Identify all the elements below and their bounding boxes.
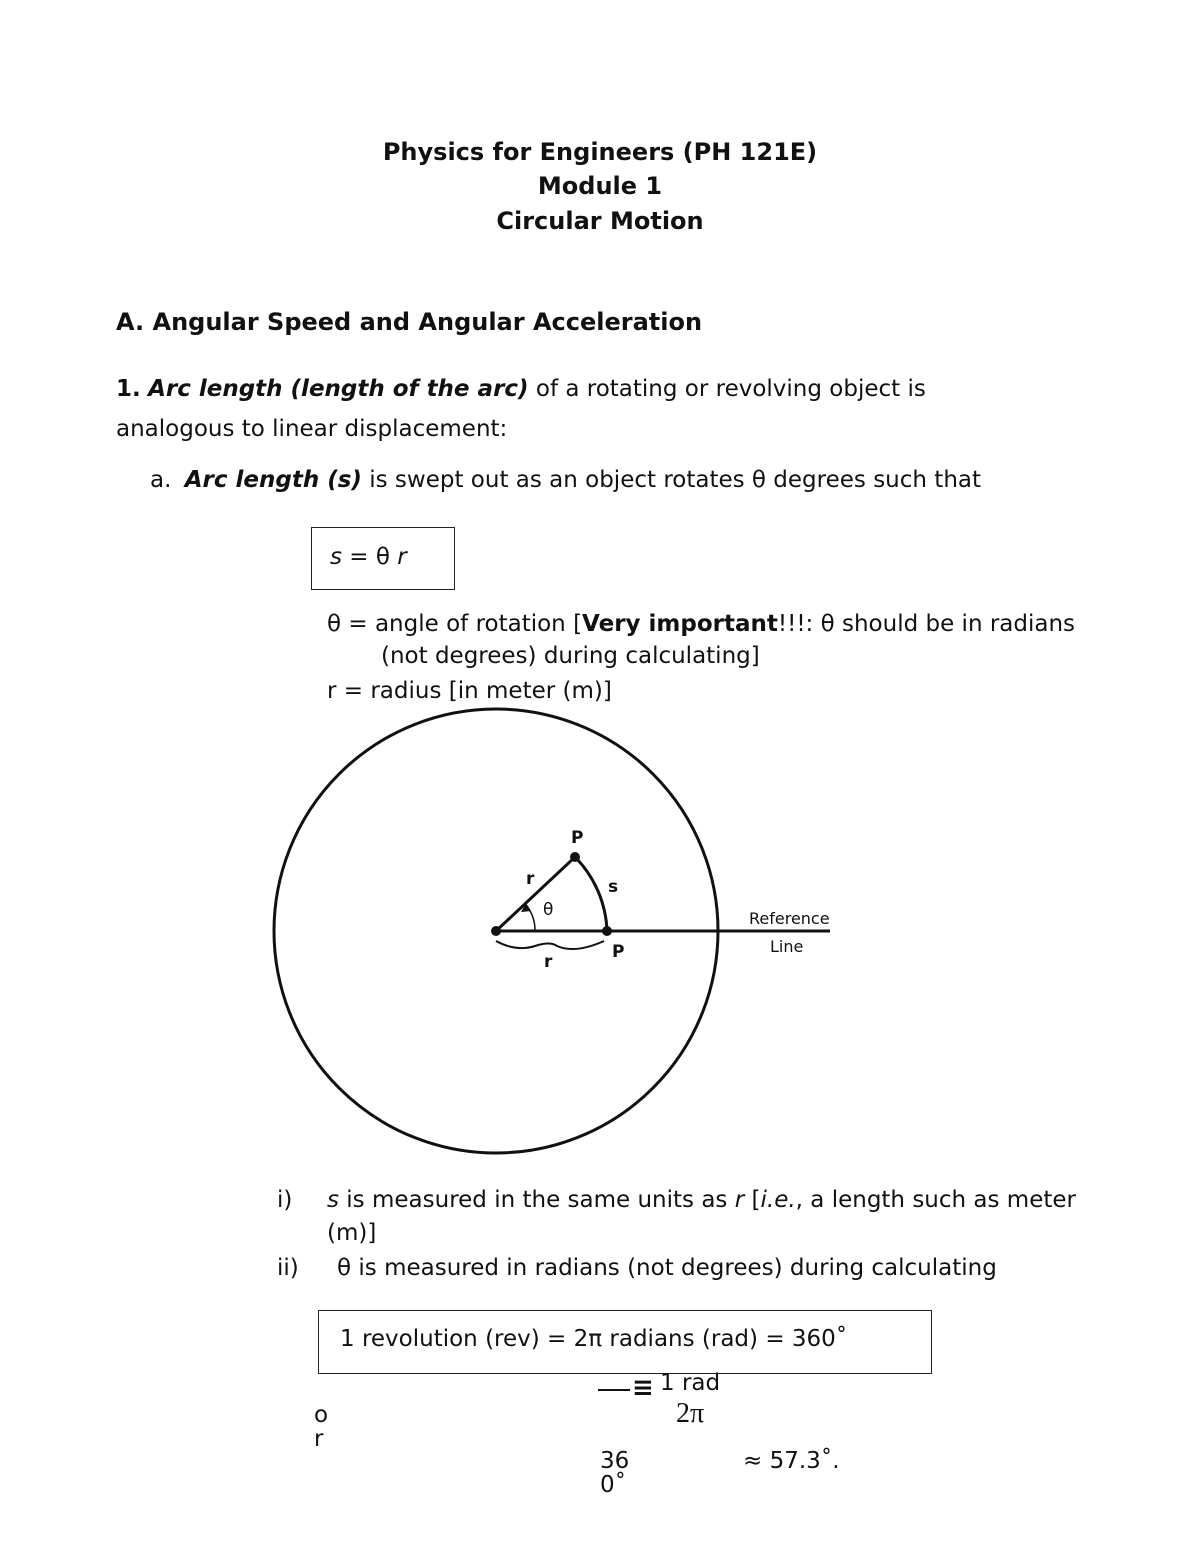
topic-title: Circular Motion: [496, 207, 704, 235]
note-i-text1: is measured in the same units as: [346, 1187, 728, 1213]
formula-r: r: [397, 544, 407, 570]
note-ii-marker: ii): [277, 1255, 299, 1281]
or-line2: r: [314, 1426, 324, 1452]
item-1-number: 1.: [116, 376, 141, 402]
label-line: Line: [770, 937, 804, 956]
arc-s: [575, 857, 607, 931]
revolution-text: 1 revolution (rev) = 2π radians (rad) = 360˚: [340, 1326, 848, 1352]
item-a-term: Arc length (s): [184, 467, 362, 493]
note-i-s: s: [327, 1187, 339, 1213]
theta-def-emphasis: Very important: [582, 611, 778, 637]
formula-eq: = θ: [349, 544, 390, 570]
label-p-bottom: P: [612, 942, 625, 962]
label-reference: Reference: [749, 909, 830, 928]
label-r-lower: r: [544, 952, 553, 972]
fraction-denominator: 2π: [676, 1398, 705, 1429]
label-p-top: P: [571, 828, 584, 848]
center-point: [491, 926, 501, 936]
revolution-box: [318, 1310, 932, 1374]
note-i-r: r: [734, 1187, 745, 1213]
note-i-ie: i.e.: [760, 1187, 796, 1213]
label-s: s: [608, 877, 619, 897]
theta-definition-line2: (not degrees) during calculating]: [381, 643, 760, 669]
formula-s: s: [330, 544, 342, 570]
conversion-0deg: 0˚: [600, 1472, 627, 1498]
item-a-text: is swept out as an object rotates θ degrees such that: [369, 467, 982, 493]
point-p-top: [570, 852, 580, 862]
course-title: Physics for Engineers (PH 121E): [382, 138, 818, 166]
section-heading: A. Angular Speed and Angular Acceleration: [116, 308, 703, 336]
point-p-bottom: [602, 926, 612, 936]
theta-def-suffix: !!!: θ should be in radians: [777, 611, 1076, 637]
note-i-line2: (m)]: [327, 1220, 377, 1246]
item-a-marker: a.: [150, 467, 172, 493]
equiv-sign: ≡: [632, 1373, 654, 1403]
label-r-upper: r: [526, 869, 535, 889]
item-1-text: of a rotating or revolving object is: [535, 376, 926, 402]
note-i-marker: i): [277, 1187, 293, 1213]
label-theta: θ: [543, 900, 554, 920]
radius-definition: r = radius [in meter (m)]: [327, 678, 612, 704]
conversion-approx: ≈ 57.3˚.: [743, 1448, 840, 1474]
item-1-term: Arc length (length of the arc): [148, 376, 529, 402]
note-i-bracket: [: [751, 1187, 761, 1213]
or-line1: o: [314, 1402, 329, 1428]
radius-segment: [496, 857, 575, 931]
note-ii-text: θ is measured in radians (not degrees) during calculating: [337, 1255, 997, 1281]
radius-brace: [496, 941, 604, 949]
module-title: Module 1: [537, 172, 663, 200]
theta-def-prefix: θ = angle of rotation [: [327, 611, 583, 637]
fraction-bar-left: [598, 1389, 630, 1391]
item-1-line2: analogous to linear displacement:: [116, 416, 508, 442]
note-i-text2: , a length such as meter: [795, 1187, 1076, 1213]
note-i-line1: [327, 1187, 1076, 1213]
conversion-36: 36: [600, 1448, 630, 1474]
fraction-numerator: 1 rad: [660, 1370, 721, 1396]
